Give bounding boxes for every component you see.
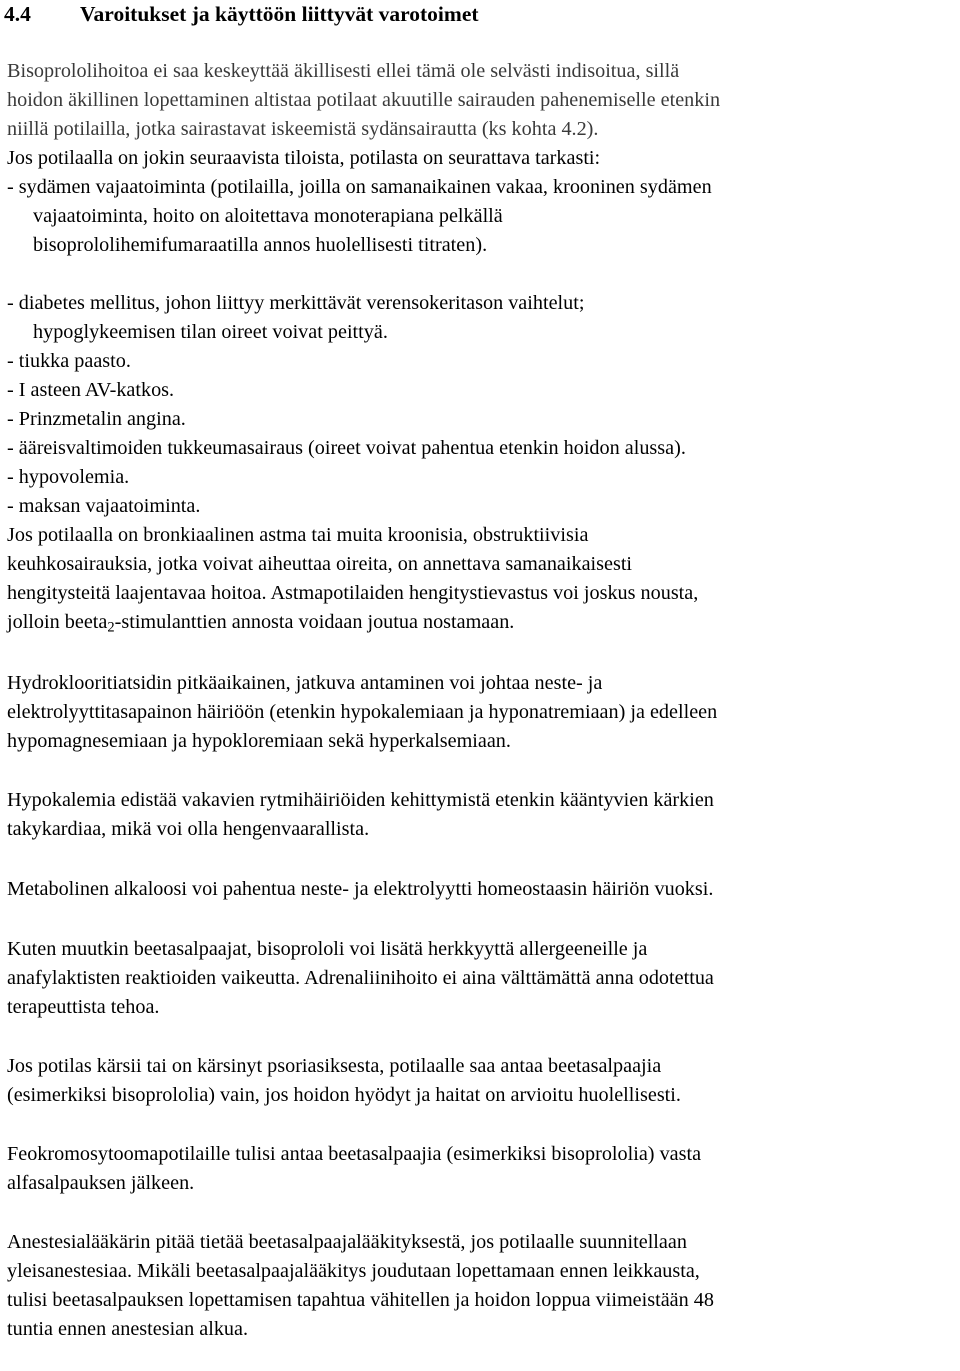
paragraph-line: elektrolyyttitasapainon häiriöön (etenkin hypokalemiaan ja hyponatremiaan) ja edelleen xyxy=(7,701,718,723)
paragraph-line: Feokromosytoomapotilaille tulisi antaa beetasalpaajia (esimerkiksi bisoprololia) vasta xyxy=(7,1143,702,1165)
paragraph-line: Hypokalemia edistää vakavien rytmihäiriöiden kehittymistä etenkin kääntyvien kärkien xyxy=(7,789,714,811)
paragraph-line: Kuten muutkin beetasalpaajat, bisoprololi voi lisätä herkkyyttä allergeeneille ja xyxy=(7,938,648,960)
paragraph-line: tulisi beetasalpauksen lopettamisen tapahtua vähitellen ja hoidon loppua viimeistään 48 xyxy=(7,1289,714,1311)
paragraph-line: Hydroklooritiatsidin pitkäaikainen, jatkuva antaminen voi johtaa neste- ja xyxy=(7,672,603,694)
paragraph-line: Metabolinen alkaloosi voi pahentua neste- ja elektrolyytti homeostaasin häiriön vuoksi. xyxy=(7,878,714,900)
condition-item-cont: bisoprololihemifumaraatilla annos huolellisesti titraten). xyxy=(33,234,488,256)
paragraph-line: takykardiaa, mikä voi olla hengenvaarallista. xyxy=(7,818,370,840)
caution-intro: Jos potilaalla on jokin seuraavista tiloista, potilasta on seurattava tarkasti: xyxy=(7,147,601,169)
condition-item: - tiukka paasto. xyxy=(7,350,131,372)
paragraph-line: tuntia ennen anestesian alkua. xyxy=(7,1318,249,1340)
paragraph-line: terapeuttista tehoa. xyxy=(7,996,160,1018)
asthma-line: hengitysteitä laajentavaa hoitoa. Astmapotilaiden hengitystievastus voi joskus nousta, xyxy=(7,582,699,604)
asthma-line xyxy=(7,608,514,637)
condition-item: - hypovolemia. xyxy=(7,466,130,488)
section-number: 4.4 xyxy=(4,2,31,26)
asthma-text: jolloin beeta xyxy=(7,611,108,633)
asthma-text: -stimulanttien annosta voidaan joutua nostamaan. xyxy=(114,611,515,633)
condition-item-cont: hypoglykeemisen tilan oireet voivat peittyä. xyxy=(33,321,388,343)
intro-line: Bisoprololihoitoa ei saa keskeyttää äkillisesti ellei tämä ole selvästi indisoitua, sillä xyxy=(7,60,680,82)
paragraph-line: (esimerkiksi bisoprololia) vain, jos hoidon hyödyt ja haitat on arvioitu huolellisesti. xyxy=(7,1084,681,1106)
condition-item: - Prinzmetalin angina. xyxy=(7,408,186,430)
paragraph-line: anafylaktisten reaktioiden vaikeutta. Adrenaliinihoito ei aina välttämättä anna odotettua xyxy=(7,967,714,989)
condition-item: - sydämen vajaatoiminta (potilailla, joilla on samanaikainen vakaa, krooninen sydämen xyxy=(7,176,712,198)
asthma-line: Jos potilaalla on bronkiaalinen astma tai muita kroonisia, obstruktiivisia xyxy=(7,524,589,546)
paragraph-line: yleisanestesiaa. Mikäli beetasalpaajalääkitys joudutaan lopettamaan ennen leikkausta, xyxy=(7,1260,700,1282)
condition-item: - diabetes mellitus, johon liittyy merkittävät verensokeritason vaihtelut; xyxy=(7,292,585,314)
condition-item: - maksan vajaatoiminta. xyxy=(7,495,201,517)
section-heading xyxy=(4,0,479,29)
condition-item-cont: vajaatoiminta, hoito on aloitettava monoterapiana pelkällä xyxy=(33,205,503,227)
condition-item: - I asteen AV-katkos. xyxy=(7,379,175,401)
paragraph-line: hypomagnesemiaan ja hypokloremiaan sekä hyperkalsemiaan. xyxy=(7,730,511,752)
paragraph-line: alfasalpauksen jälkeen. xyxy=(7,1172,195,1194)
intro-line: niillä potilailla, jotka sairastavat iskeemistä sydänsairautta (ks kohta 4.2). xyxy=(7,118,599,140)
paragraph-line: Jos potilas kärsii tai on kärsinyt psoriasiksesta, potilaalle saa antaa beetasalpaajia xyxy=(7,1055,662,1077)
beta-subscript: 2 xyxy=(107,619,115,636)
condition-item: - ääreisvaltimoiden tukkeumasairaus (oireet voivat pahentua etenkin hoidon alussa). xyxy=(7,437,686,459)
intro-line: hoidon äkillinen lopettaminen altistaa potilaat akuutille sairauden pahenemiselle etenkin xyxy=(7,89,721,111)
section-title: Varoitukset ja käyttöön liittyvät varotoimet xyxy=(80,2,479,26)
asthma-line: keuhkosairauksia, jotka voivat aiheuttaa oireita, on annettava samanaikaisesti xyxy=(7,553,633,575)
paragraph-line: Anestesialääkärin pitää tietää beetasalpaajalääkityksestä, jos potilaalle suunnitellaan xyxy=(7,1231,687,1253)
